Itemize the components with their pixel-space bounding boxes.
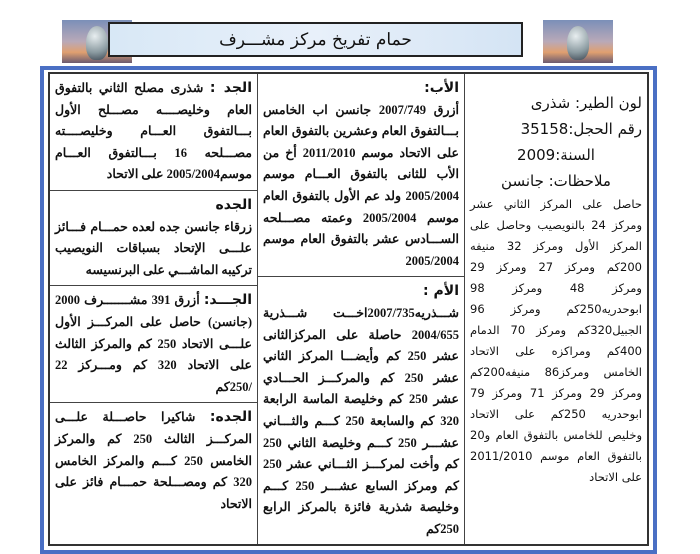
pedigree-frame (40, 66, 657, 554)
father-text: أزرق 2007/749 جانسن اب الخامس بـــالتفوق العام وعشرين بالتفوق العام على الاتحاد موسم 2011/2010 أخ من الأب للثانى بالتفوق العـــام موسم 2005/2004 ولد عم الأول بالتفوق العام موسم 2005/2004 وعمته مصـــلحه الســـادس عشر بالتفوق العام موسم 2005/2004 (263, 102, 459, 268)
bird-color: لون الطير: شذرى (530, 94, 642, 112)
mother-text: شـــذريه2007/735اخـــت شـــذرية 2004/655 حاصلة على المركزالثانى عشر 250 كم وأيضـــا المركز الثاني عشر 250 كم والمركـــز الحـــادي عشر 250 كم وخليصة الماسة الرابعة 320 كم والسابعة 250 كـــم والثـــاني عشـــر 250 كـــم وخليصة الثاني 250 كم وأخت لمركـــز الثـــاني عشر 250 كم ومركز السابع عشـــر 250 كـــم وخليصة شذرية فائزة بالمركز الرابع 250كم (263, 305, 460, 536)
maternal-grandmother-heading: الجده: (209, 409, 252, 426)
maternal-grandfather-cell (50, 285, 257, 402)
maternal-grandfather-heading: الجـــد: (203, 292, 253, 309)
bird-info-cell (465, 74, 647, 544)
paternal-grandfather-cell (50, 74, 257, 190)
bird-notes: ملاحظات: جانسن (501, 172, 611, 190)
pigeon-icon (86, 26, 108, 60)
father-cell (258, 74, 464, 276)
paternal-grandmother-text: زرقاء جانسن جده لعده حمـــام فـــائز علـــى الإتحاد بسباقات النويصيب تركيبه الماشـــي على البرنسيسه (55, 219, 252, 277)
pigeon-icon (567, 26, 589, 60)
paternal-grandmother-cell (50, 190, 257, 285)
mother-heading: الأم : (423, 283, 459, 300)
parents-column (257, 74, 464, 544)
bird-column (464, 74, 647, 544)
title-banner (108, 22, 523, 57)
maternal-grandmother-cell (50, 402, 257, 544)
grandparents-column (50, 74, 257, 544)
bird-achievements: حاصل على المركز الثاني عشر ومركز 24 بالنويصيب وحاصل على المركز الأول ومركز 32 منيفه 200كم ومركز 27 ومركز 29 ومركز 48 ومركز 98 ابوحدريه250كم ومركز 96 الجبيل320كم ومركز 70 الدمام 400كم ومراكزه على الاتحاد الخامس ومركز86 منيفه200كم ومركز 29 ومركز 71 ومركز 79 ابوحدريه 250كم على الاتحاد وخليص للخامس بالتفوق العام و20 بالتفوق العام موسم 2011/2010 على الاتحاد (470, 197, 642, 484)
pedigree-table (48, 72, 649, 546)
page-title: حمام تفريخ مركز مشـــرف (219, 29, 412, 50)
maternal-grandmother-text: شاكيرا حاصـــلة علـــى المركـــز الثالث 250 كم والمركز الخامس 250 كـــم والمركز الخامس 320 كم ومصـــلحة حمـــام فائز على الاتحاد (55, 410, 252, 511)
bird-ring: رقم الحجل:35158 (520, 120, 642, 138)
paternal-grandmother-heading: الجده (215, 196, 252, 213)
paternal-grandfather-text: شذرى مصلح الثاني بالتفوق العام وخليصــــه مصـــلح الأول بـــالتفوق العـــام وخليصــــته مصـــلحه 16 بـــالتفوق العـــام موسم2005/2004 على الاتحاد (55, 81, 252, 182)
bird-year: السنة:2009 (517, 146, 595, 164)
mother-cell (258, 276, 464, 544)
paternal-grandfather-heading: الجد : (209, 80, 252, 96)
father-heading: الأب: (424, 80, 459, 96)
pigeon-image-right (543, 20, 613, 63)
maternal-grandfather-text: أزرق 391 مشـــــــرف 2000 (جانسن) حاصل على المركـــز الأول علـــى الاتحاد 250 كم والمركز الثالث على الاتحاد 320 كم ومـــركز 22 /250كم (55, 293, 252, 394)
